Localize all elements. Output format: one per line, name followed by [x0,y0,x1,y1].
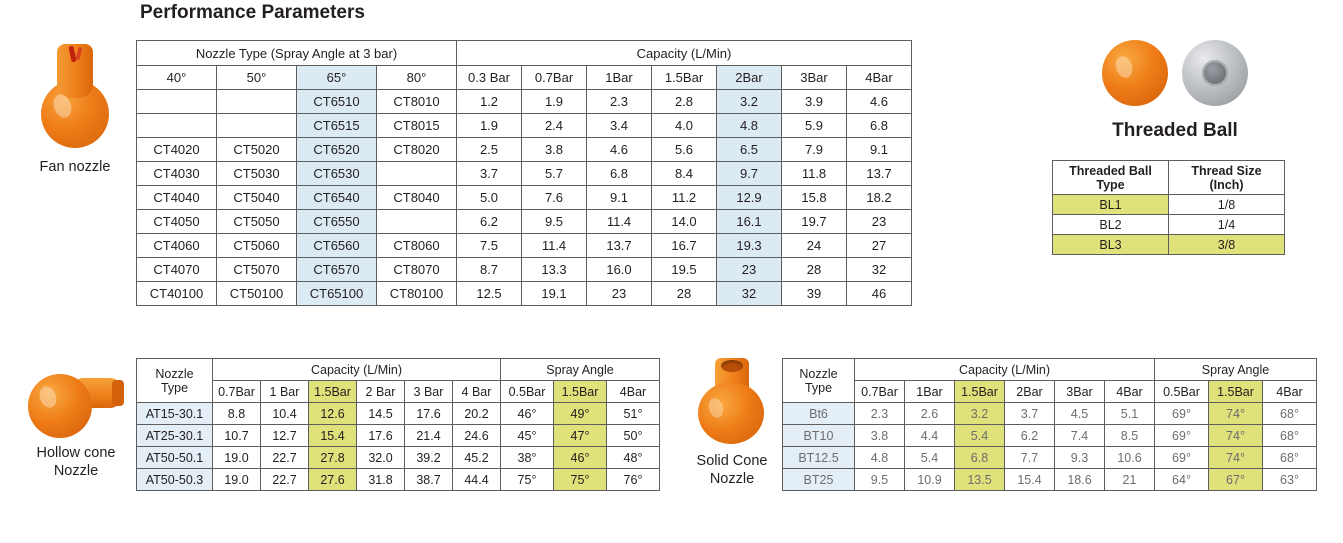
solid-cone-cell-type: BT25 [783,469,855,491]
fan-angle-header-0: 40° [137,66,217,90]
table-row [137,282,912,306]
table-row [137,186,912,210]
solid-cone-cell: 13.5 [955,469,1005,491]
solid-cone-cell: 6.8 [955,447,1005,469]
fan-cell: 2.4 [522,114,587,138]
threaded-ball-cell-size: 3/8 [1169,235,1285,255]
fan-cell: 16.7 [652,234,717,258]
fan-angle-header-3: 80° [377,66,457,90]
table-row [783,425,1317,447]
hollow-cone-cell: 27.8 [309,447,357,469]
solid-cone-cell-angle: 69° [1155,447,1209,469]
hollow-cone-cell: 21.4 [405,425,453,447]
fan-cell: 12.5 [457,282,522,306]
fan-cell: 11.2 [652,186,717,210]
fan-nozzle-caption: Fan nozzle [39,159,111,175]
fan-cell: 23 [847,210,912,234]
fan-cell: 3.4 [587,114,652,138]
hollow-cone-header-capacity: Capacity (L/Min) [213,359,501,381]
fan-cell: CT8040 [377,186,457,210]
solid-cone-cell-angle: 68° [1263,447,1317,469]
hollow-cone-header-type-line2: Type [160,380,189,395]
hollow-cone-cell: 24.6 [453,425,501,447]
fan-cell: 24 [782,234,847,258]
hollow-cone-cell-angle: 75° [554,469,607,491]
fan-cell: 11.8 [782,162,847,186]
hollow-cone-cell: 10.7 [213,425,261,447]
solid-cone-header-type-line2: Type [804,380,833,395]
hollow-cone-cell: 17.6 [357,425,405,447]
solid-cone-cell-angle: 74° [1209,403,1263,425]
solid-cone-body [698,382,764,444]
fan-angle-header-1: 50° [217,66,297,90]
solid-cone-cell: 21 [1105,469,1155,491]
thread-hole [1202,60,1228,86]
solid-cone-cell: 4.5 [1055,403,1105,425]
hollow-cone-header-spray: Spray Angle [501,359,660,381]
fan-cell: 11.4 [522,234,587,258]
page-title: Performance Parameters [140,2,365,23]
fan-cell [377,210,457,234]
table-row [1053,215,1285,235]
threaded-ball-header-type-line1: Threaded Ball [1069,163,1152,178]
fan-cell: 9.1 [847,138,912,162]
table-row [783,447,1317,469]
table-header-row [783,359,1317,381]
solid-cone-cell: 4.8 [855,447,905,469]
fan-cell: 4.6 [587,138,652,162]
hollow-cone-figure [16,360,136,480]
solid-cone-angle-header-0: 0.5Bar [1155,381,1209,403]
hollow-cone-cell-angle: 76° [607,469,660,491]
fan-cell: CT4070 [137,258,217,282]
hollow-cone-angle-header-2: 4Bar [607,381,660,403]
fan-cell: 5.0 [457,186,522,210]
hollow-cone-cell: 32.0 [357,447,405,469]
fan-cell: 19.1 [522,282,587,306]
fan-cell: 28 [652,282,717,306]
hollow-cone-cap-header-3: 2 Bar [357,381,405,403]
fan-cell: CT4060 [137,234,217,258]
solid-cone-header-capacity: Capacity (L/Min) [855,359,1155,381]
hollow-cone-cell: 14.5 [357,403,405,425]
fan-cell: CT6550 [297,210,377,234]
fan-cell: 23 [587,282,652,306]
threaded-ball-header-size-line2: (Inch) [1209,177,1244,192]
solid-cone-cell-angle: 69° [1155,425,1209,447]
solid-cone-cap-header-2: 1.5Bar [955,381,1005,403]
solid-cone-cell-angle: 68° [1263,425,1317,447]
table-row [137,469,660,491]
fan-cell: CT8060 [377,234,457,258]
solid-cone-angle-header-2: 4Bar [1263,381,1317,403]
solid-cone-cap-header-1: 1Bar [905,381,955,403]
solid-cone-angle-header-1: 1.5Bar [1209,381,1263,403]
solid-cone-cap-header-3: 2Bar [1005,381,1055,403]
fan-cell: 18.2 [847,186,912,210]
hollow-cone-cap-header-1: 1 Bar [261,381,309,403]
fan-cell: 8.7 [457,258,522,282]
fan-cell: 4.8 [717,114,782,138]
solid-cone-header-type [783,359,855,403]
solid-cone-cell-type: Bt6 [783,403,855,425]
hollow-cone-cell: 12.6 [309,403,357,425]
fan-cell: 32 [847,258,912,282]
fan-cell: 19.3 [717,234,782,258]
fan-cell: CT6570 [297,258,377,282]
fan-cell: 3.2 [717,90,782,114]
fan-cell: 23 [717,258,782,282]
solid-cone-header-type-line1: Nozzle [799,366,838,381]
solid-cone-cell: 5.1 [1105,403,1155,425]
hollow-cone-cell-angle: 50° [607,425,660,447]
hollow-cone-cell-angle: 47° [554,425,607,447]
threaded-ball-table [1052,160,1285,255]
solid-cone-cell-angle: 74° [1209,447,1263,469]
fan-cell: 11.4 [587,210,652,234]
threaded-ball-grey-icon [1182,40,1248,106]
fan-cell: 3.9 [782,90,847,114]
fan-cell: 6.8 [847,114,912,138]
hollow-cone-cap-header-0: 0.7Bar [213,381,261,403]
solid-cone-caption-line1: Solid Cone [696,453,768,469]
fan-pressure-header-1: 0.7Bar [522,66,587,90]
solid-cone-cell-angle: 68° [1263,403,1317,425]
threaded-ball-figure [1080,40,1270,106]
fan-nozzle-table [136,40,912,306]
fan-cell: CT4040 [137,186,217,210]
fan-cell: CT4020 [137,138,217,162]
solid-cone-cell: 3.2 [955,403,1005,425]
table-row [137,447,660,469]
fan-cell: 3.7 [457,162,522,186]
fan-cell: CT8020 [377,138,457,162]
hollow-cone-cell: 19.0 [213,469,261,491]
hollow-cone-cell: 38.7 [405,469,453,491]
table-row [137,234,912,258]
fan-cell: 15.8 [782,186,847,210]
table-header-row [137,359,660,381]
hollow-cone-cell-type: AT50-50.1 [137,447,213,469]
hollow-cone-cell-angle: 75° [501,469,554,491]
threaded-ball-cell-size: 1/4 [1169,215,1285,235]
hollow-cone-cap-header-2: 1.5Bar [309,381,357,403]
hollow-cone-cell: 10.4 [261,403,309,425]
hollow-cone-header-type [137,359,213,403]
fan-nozzle-icon [38,42,112,150]
hollow-cone-cell: 20.2 [453,403,501,425]
solid-cone-cell: 6.2 [1005,425,1055,447]
fan-cell: CT4030 [137,162,217,186]
fan-pressure-header-2: 1Bar [587,66,652,90]
solid-cone-cell: 2.6 [905,403,955,425]
fan-cell: CT5050 [217,210,297,234]
solid-cone-cell: 4.4 [905,425,955,447]
fan-cell [217,114,297,138]
solid-cone-cell: 3.8 [855,425,905,447]
fan-cell: 6.8 [587,162,652,186]
fan-cell: 8.4 [652,162,717,186]
fan-cell: CT5070 [217,258,297,282]
fan-nozzle-figure [20,42,130,176]
hollow-cone-cap-header-4: 3 Bar [405,381,453,403]
fan-cell: 12.9 [717,186,782,210]
hollow-cone-cell: 15.4 [309,425,357,447]
fan-group-header-capacity: Capacity (L/Min) [457,41,912,66]
threaded-ball-header-type-line2: Type [1096,177,1125,192]
solid-cone-table [782,358,1317,491]
fan-cell: 13.3 [522,258,587,282]
table-row [1053,235,1285,255]
threaded-ball-cell-type: BL3 [1053,235,1169,255]
fan-cell: CT6540 [297,186,377,210]
fan-pressure-header-3: 1.5Bar [652,66,717,90]
solid-cone-cap-header-5: 4Bar [1105,381,1155,403]
hollow-cone-angle-header-0: 0.5Bar [501,381,554,403]
hollow-cone-cell: 22.7 [261,469,309,491]
fan-cell [377,162,457,186]
solid-cone-cell-angle: 67° [1209,469,1263,491]
solid-cone-header-spray: Spray Angle [1155,359,1317,381]
solid-cone-caption-line2: Nozzle [709,471,755,488]
fan-cell: 5.6 [652,138,717,162]
solid-cone-cell-angle: 64° [1155,469,1209,491]
hollow-cone-cell: 12.7 [261,425,309,447]
threaded-ball-cell-type: BL2 [1053,215,1169,235]
hollow-cone-caption-line1: Hollow cone [36,445,116,461]
table-row [137,258,912,282]
solid-cone-cell-angle: 69° [1155,403,1209,425]
threaded-ball-header-size-line1: Thread Size [1191,163,1262,178]
fan-cell: 2.5 [457,138,522,162]
fan-angle-header-2: 65° [297,66,377,90]
fan-cell: 16.0 [587,258,652,282]
fan-cell: CT8070 [377,258,457,282]
solid-cone-cell: 18.6 [1055,469,1105,491]
fan-cell: 1.9 [522,90,587,114]
fan-cell: 9.7 [717,162,782,186]
fan-pressure-header-4: 2Bar [717,66,782,90]
fan-cell: 39 [782,282,847,306]
hollow-cone-cap-header-5: 4 Bar [453,381,501,403]
hollow-cone-cell-angle: 48° [607,447,660,469]
hollow-cone-cell: 22.7 [261,447,309,469]
hollow-cone-cell: 17.6 [405,403,453,425]
fan-cell [137,90,217,114]
fan-cell: 4.6 [847,90,912,114]
hollow-cone-cell-type: AT50-50.3 [137,469,213,491]
hollow-cone-cell-angle: 51° [607,403,660,425]
hollow-cone-body [28,374,92,438]
hollow-cone-cell: 8.8 [213,403,261,425]
threaded-ball-cell-type: BL1 [1053,195,1169,215]
solid-cone-cell-type: BT12.5 [783,447,855,469]
solid-cone-cell: 3.7 [1005,403,1055,425]
solid-cone-cell: 10.9 [905,469,955,491]
solid-cone-cell-angle: 63° [1263,469,1317,491]
fan-cell: CT6510 [297,90,377,114]
solid-cone-cell: 2.3 [855,403,905,425]
fan-cell: 13.7 [847,162,912,186]
fan-cell: 6.2 [457,210,522,234]
fan-nozzle-neck [57,44,93,98]
solid-cone-cell: 9.5 [855,469,905,491]
fan-cell: 4.0 [652,114,717,138]
hollow-cone-caption-line2: Nozzle [53,463,99,480]
table-subheader-row [137,381,660,403]
hollow-cone-cell: 45.2 [453,447,501,469]
fan-cell: 3.8 [522,138,587,162]
fan-group-header-type: Nozzle Type (Spray Angle at 3 bar) [137,41,457,66]
fan-cell: 7.9 [782,138,847,162]
fan-cell: 19.5 [652,258,717,282]
solid-cone-cell: 7.4 [1055,425,1105,447]
fan-cell: CT6560 [297,234,377,258]
hollow-cone-cell: 39.2 [405,447,453,469]
solid-cone-cell-angle: 74° [1209,425,1263,447]
fan-cell: 32 [717,282,782,306]
table-header-row [137,41,912,66]
fan-cell: CT4050 [137,210,217,234]
hollow-cone-cell-angle: 45° [501,425,554,447]
table-row [137,114,912,138]
threaded-ball-title: Threaded Ball [1112,120,1238,141]
solid-cone-cell: 10.6 [1105,447,1155,469]
fan-cell: 19.7 [782,210,847,234]
fan-cell: 1.2 [457,90,522,114]
fan-pressure-header-6: 4Bar [847,66,912,90]
fan-cell: 5.9 [782,114,847,138]
hollow-cone-cell: 44.4 [453,469,501,491]
hollow-cone-cell-type: AT25-30.1 [137,425,213,447]
fan-cell: CT8015 [377,114,457,138]
hollow-cone-cell: 19.0 [213,447,261,469]
solid-cone-cell: 5.4 [955,425,1005,447]
solid-cone-cell: 5.4 [905,447,955,469]
hollow-cone-cell: 27.6 [309,469,357,491]
table-subheader-row [137,66,912,90]
fan-cell [217,90,297,114]
fan-cell: CT80100 [377,282,457,306]
solid-cone-cell: 15.4 [1005,469,1055,491]
fan-cell: CT5060 [217,234,297,258]
fan-cell: 6.5 [717,138,782,162]
fan-cell: 7.5 [457,234,522,258]
threaded-ball-cell-size: 1/8 [1169,195,1285,215]
fan-cell: 16.1 [717,210,782,234]
fan-cell: CT6515 [297,114,377,138]
hollow-cone-table [136,358,660,491]
fan-cell: 46 [847,282,912,306]
hollow-cone-cell-type: AT15-30.1 [137,403,213,425]
fan-cell: 27 [847,234,912,258]
table-row [783,469,1317,491]
table-row [137,162,912,186]
hollow-cone-nozzle-icon [28,360,124,438]
table-row [137,138,912,162]
fan-cell: CT8010 [377,90,457,114]
solid-cone-cap-header-0: 0.7Bar [855,381,905,403]
fan-cell: 7.6 [522,186,587,210]
table-subheader-row [783,381,1317,403]
fan-cell: CT5040 [217,186,297,210]
solid-cone-cell: 8.5 [1105,425,1155,447]
fan-cell: CT40100 [137,282,217,306]
fan-cell: 14.0 [652,210,717,234]
fan-cell: 28 [782,258,847,282]
solid-cone-cell-type: BT10 [783,425,855,447]
table-row [137,425,660,447]
fan-cell: 9.5 [522,210,587,234]
fan-pressure-header-5: 3Bar [782,66,847,90]
fan-cell: 13.7 [587,234,652,258]
table-row [137,90,912,114]
fan-pressure-header-0: 0.3 Bar [457,66,522,90]
fan-cell: CT5030 [217,162,297,186]
solid-cone-cap-header-4: 3Bar [1055,381,1105,403]
hollow-cone-angle-header-1: 1.5Bar [554,381,607,403]
fan-cell: 1.9 [457,114,522,138]
fan-cell: 9.1 [587,186,652,210]
hollow-cone-tip [112,380,124,406]
fan-cell: CT6530 [297,162,377,186]
solid-cone-figure [672,358,792,488]
hollow-cone-header-type-line1: Nozzle [155,366,194,381]
table-header-row [1053,161,1285,195]
threaded-ball-header-type [1053,161,1169,195]
fan-cell: 2.3 [587,90,652,114]
solid-cone-bore [721,360,743,372]
table-row [137,210,912,234]
hollow-cone-cell-angle: 46° [554,447,607,469]
hollow-cone-cell-angle: 46° [501,403,554,425]
hollow-cone-cell: 31.8 [357,469,405,491]
fan-cell: 5.7 [522,162,587,186]
fan-cell [137,114,217,138]
fan-cell: CT50100 [217,282,297,306]
hollow-cone-cell-angle: 49° [554,403,607,425]
threaded-ball-header-size [1169,161,1285,195]
fan-cell: CT6520 [297,138,377,162]
hollow-cone-cell-angle: 38° [501,447,554,469]
table-row [137,403,660,425]
solid-cone-cell: 7.7 [1005,447,1055,469]
table-row [1053,195,1285,215]
solid-cone-cell: 9.3 [1055,447,1105,469]
fan-cell: 2.8 [652,90,717,114]
fan-cell: CT5020 [217,138,297,162]
table-row [783,403,1317,425]
threaded-ball-orange-icon [1102,40,1168,106]
fan-cell: CT65100 [297,282,377,306]
solid-cone-nozzle-icon [697,358,767,444]
